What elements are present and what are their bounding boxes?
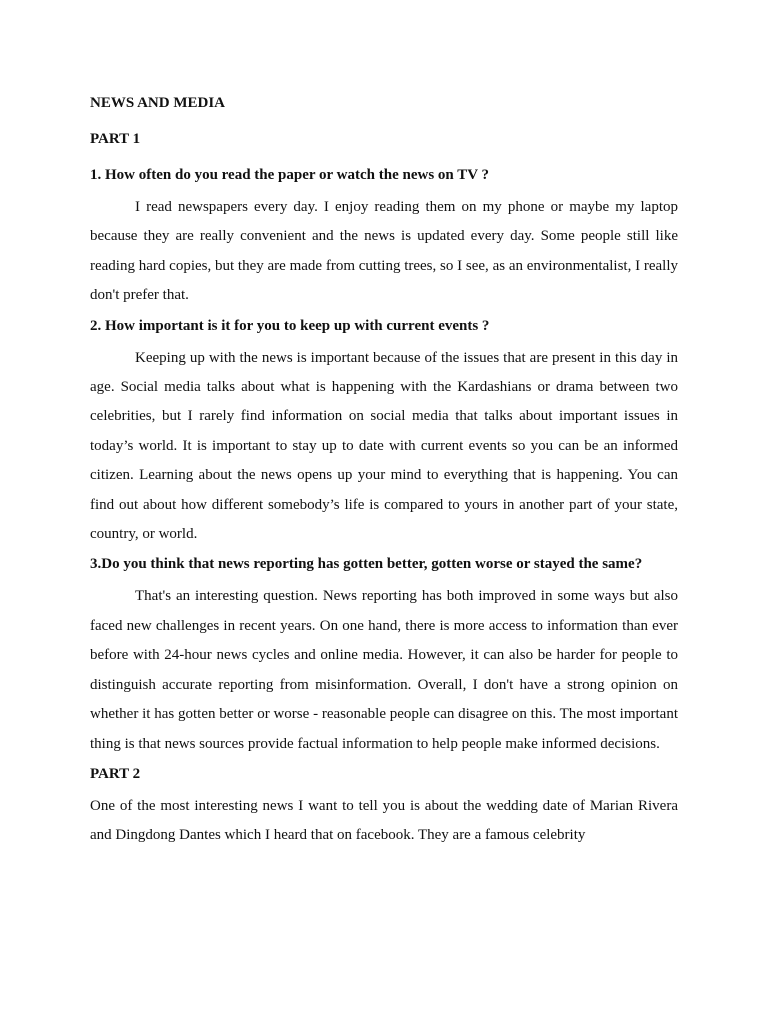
part-2-text: One of the most interesting news I want to tell you is about the wedding date of Marian Rivera and Dingdong Dantes which I heard that on facebook. They are a famous celebrity — [90, 797, 678, 844]
question-2: 2. How important is it for you to keep up with current events ? — [90, 317, 490, 334]
question-1: 1. How often do you read the paper or watch the news on TV ? — [90, 167, 490, 183]
question-3: 3.Do you think that news reporting has gotten better, gotten worse or stayed the same? — [90, 556, 643, 573]
answer-1: I read newspapers every day. I enjoy reading them on my phone or maybe my laptop because they are really convenient and the news is updated every day. Some people still like reading hard copies, but they are made from cutting trees, so I see, as an environmentalist, I really don't prefer that. — [90, 199, 678, 304]
answer-3: That's an interesting question. News reporting has both improved in some ways but also faced new challenges in recent years. On one hand, there is more access to information than ever before with 24-hour news cycles and online media. However, it can also be harder for people to distinguish accurate reporting from misinformation. Overall, I don't have a strong opinion on whether it has gotten better or worse - reasonable people can disagree on this. The most important thing is that news sources provide factual information to help people make informed decisions. — [90, 588, 678, 752]
document-page — [90, 92, 678, 851]
part-1-heading: PART 1 — [90, 131, 141, 147]
answer-2: Keeping up with the news is important because of the issues that are present in this day in age. Social media talks about what is happening with the Kardashians or drama between two celebrities, but I rarely find information on social media that talks about important issues in today’s world. It is important to stay up to date with current events so you can be an informed citizen. Learning about the news opens up your mind to everything that is happening. You can find out about how different somebody’s life is compared to yours in another part of your state, country, or world. — [90, 349, 678, 543]
document-title: NEWS AND MEDIA — [90, 95, 226, 111]
part-2-heading: PART 2 — [90, 765, 141, 782]
